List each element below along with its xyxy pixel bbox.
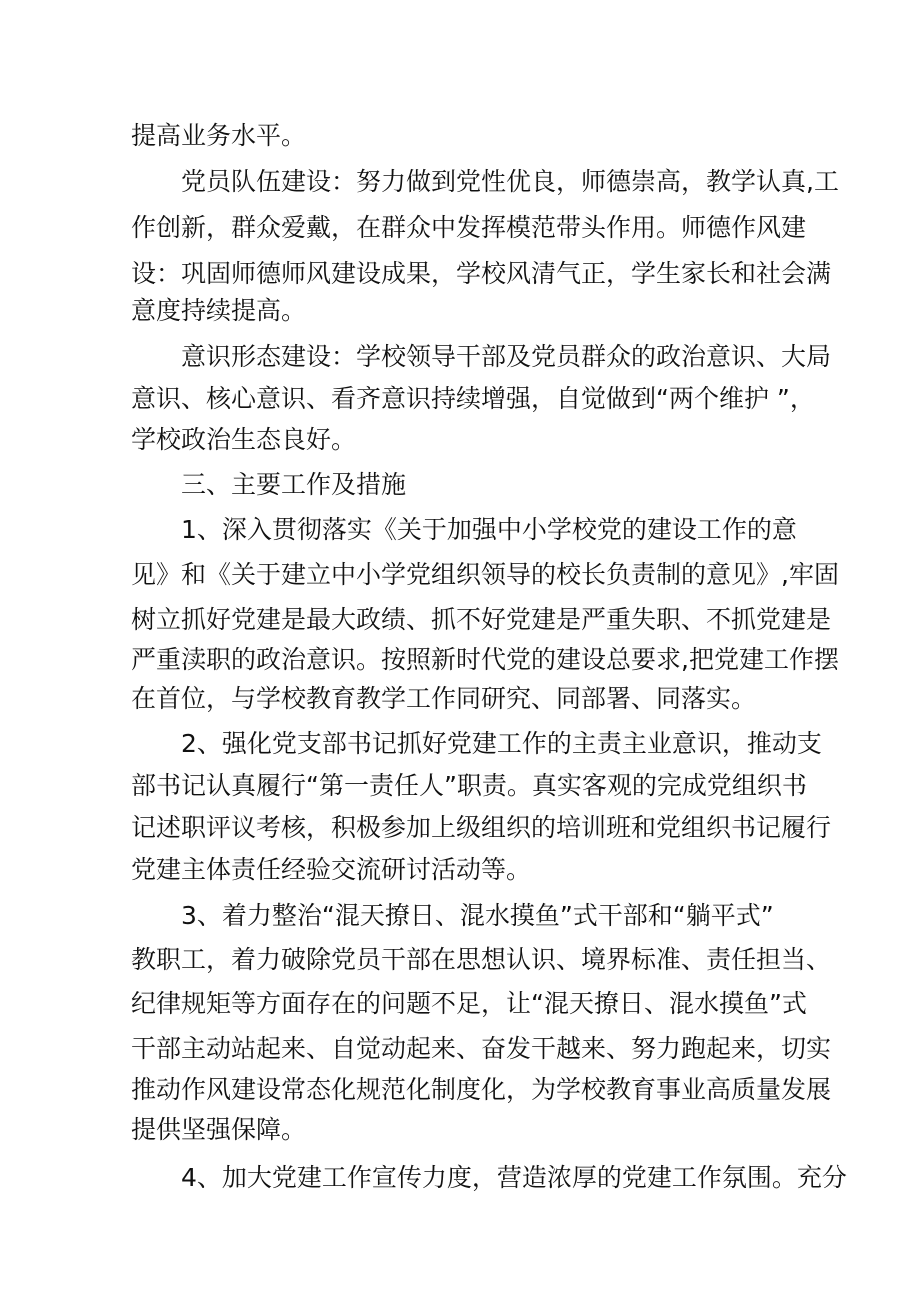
text-line: 学校政治生态良好。 [131,425,357,454]
text-line: 党员队伍建设：努力做到党性优良，师德崇高，教学认真,工 [181,167,839,196]
text-line: 纪律规矩等方面存在的问题不足，让“混天撩日、混水摸鱼”式 [131,989,807,1018]
text-line: 见》和《关于建立中小学党组织领导的校长负责制的意见》,牢固 [131,560,839,589]
text-line: 严重渎职的政治意识。按照新时代党的建设总要求,把党建工作摆 [131,645,839,674]
text-line: 设：巩固师德师风建设成果，学校风清气正，学生家长和社会满 [131,259,832,288]
text-line: 推动作风建设常态化规范化制度化，为学校教育事业高质量发展 [131,1075,832,1104]
section-heading: 三、主要工作及措施 [181,470,407,499]
text-line: 意度持续提高。 [131,296,307,325]
text-line: 提供坚强保障。 [131,1115,307,1144]
text-line: 在首位，与学校教育教学工作同研究、同部署、同落实。 [131,684,757,713]
text-line: 意识形态建设：学校领导干部及党员群众的政治意识、大局 [181,342,832,371]
text-line: 提高业务水平。 [131,121,307,150]
text-line: 记述职评议考核，积极参加上级组织的培训班和党组织书记履行 [131,813,832,842]
text-line: 树立抓好党建是最大政绩、抓不好党建是严重失职、不抓党建是 [131,605,832,634]
text-line: 部书记认真履行“第一责任人”职责。真实客观的完成党组织书 [131,771,807,800]
text-line: 意识、核心意识、看齐意识持续增强，自觉做到“两个维护 ”， [131,384,815,413]
text-line: 党建主体责任经验交流研讨活动等。 [131,855,532,884]
text-line: 教职工，着力破除党员干部在思想认识、境界标准、责任担当、 [131,945,832,974]
text-line: 1、深入贯彻落实《关于加强中小学校党的建设工作的意 [181,515,797,544]
text-line: 作创新，群众爱戴，在群众中发挥模范带头作用。师德作风建 [131,213,807,242]
text-line: 3、着力整治“混天撩日、混水摸鱼”式干部和“躺平式” [181,901,774,930]
text-line: 2、强化党支部书记抓好党建工作的主责主业意识，推动支 [181,729,822,758]
text-line: 干部主动站起来、自觉动起来、奋发干越来、努力跑起来，切实 [131,1034,832,1063]
text-line: 4、加大党建工作宣传力度，营造浓厚的党建工作氛围。充分 [181,1163,847,1192]
